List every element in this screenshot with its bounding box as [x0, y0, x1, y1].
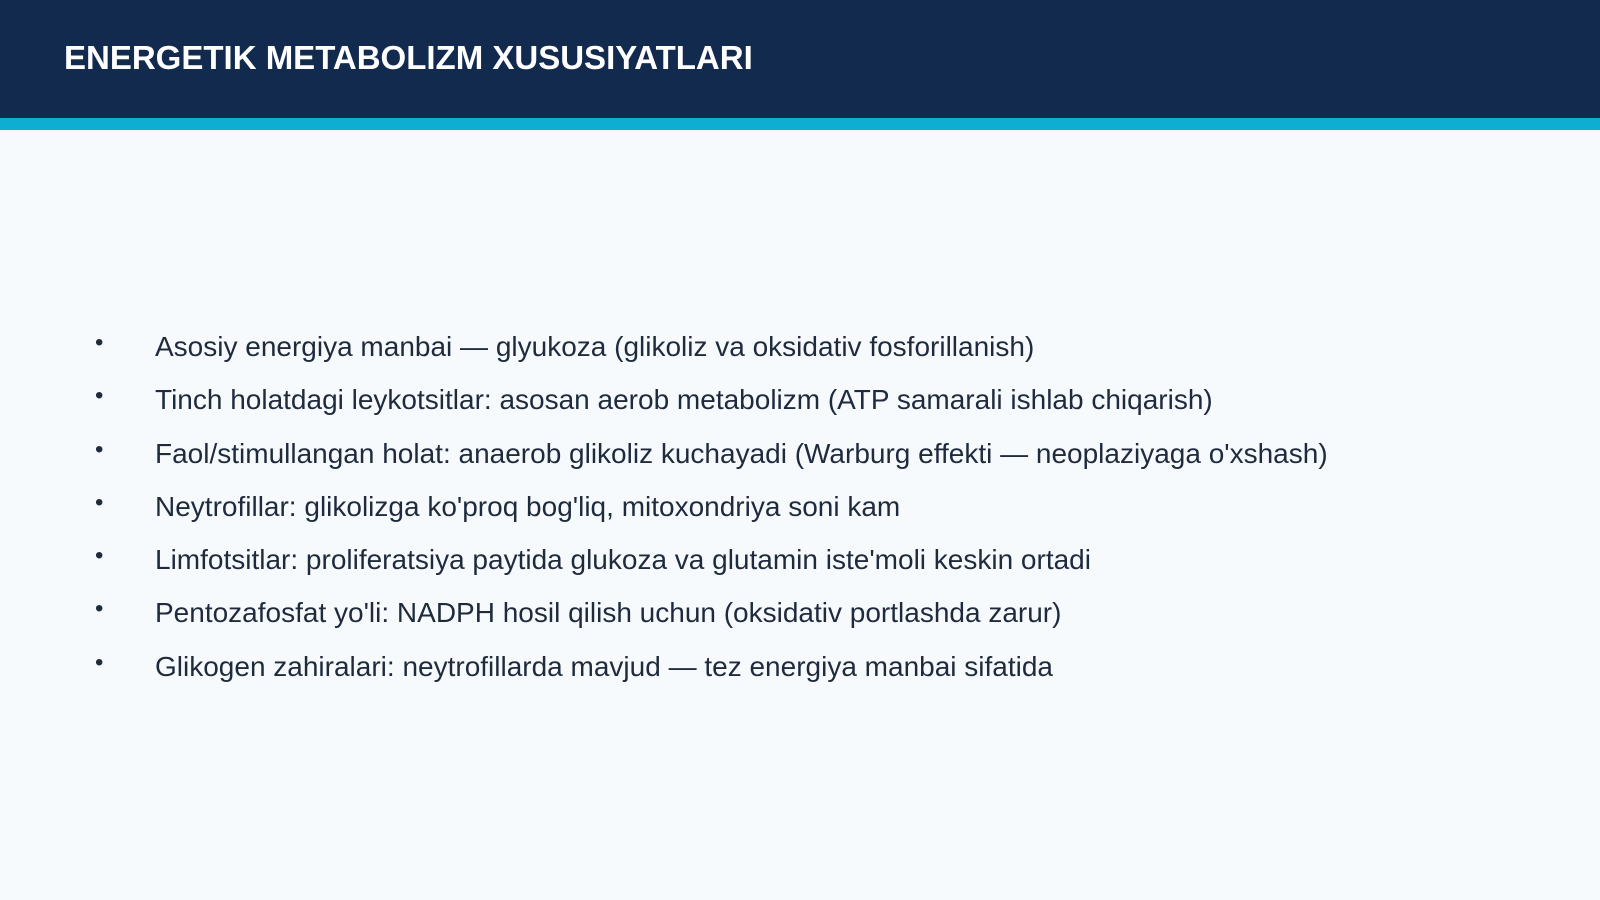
bullet-list: [90, 329, 1530, 702]
bullet-text: Pentozafosfat yo'li: NADPH hosil qilish uchun (oksidativ portlashda zarur): [155, 597, 1062, 629]
bullet-text: Asosiy energiya manbai — glyukoza (glikoliz va oksidativ fosforillanish): [155, 331, 1035, 362]
bullet-icon: •: [95, 329, 104, 356]
bullet-item: [90, 542, 1530, 595]
bullet-item: [90, 436, 1530, 489]
bullet-item: [90, 382, 1530, 435]
accent-bar: [0, 118, 1600, 130]
bullet-item: [90, 489, 1530, 542]
bullet-icon: •: [95, 648, 104, 676]
bullet-icon: •: [95, 435, 104, 463]
bullet-text: Faol/stimullangan holat: anaerob glikoliz kuchayadi (Warburg effekti — neoplaziyaga o'xshash): [155, 437, 1328, 469]
bullet-icon: •: [95, 542, 104, 570]
bullet-text: Tinch holatdagi leykotsitlar: asosan aerob metabolizm (ATP samarali ishlab chiqarish): [155, 384, 1213, 416]
bullet-icon: •: [95, 595, 104, 623]
slide-title: ENERGETIK METABOLIZM XUSUSIYATLARI: [64, 39, 753, 76]
bullet-icon: •: [95, 488, 104, 516]
bullet-item: [90, 329, 1530, 382]
bullet-text: Neytrofillar: glikolizga ko'proq bog'liq, mitoxondriya soni kam: [155, 490, 901, 522]
bullet-text: Glikogen zahiralari: neytrofillarda mavjud — tez energiya manbai sifatida: [155, 650, 1053, 682]
bullet-item: [90, 649, 1530, 702]
header-bar: [0, 0, 1600, 118]
bullet-icon: •: [95, 382, 104, 410]
bullet-text: Limfotsitlar: proliferatsiya paytida glukoza va glutamin iste'moli keskin ortadi: [155, 544, 1091, 576]
bullet-item: [90, 595, 1530, 648]
